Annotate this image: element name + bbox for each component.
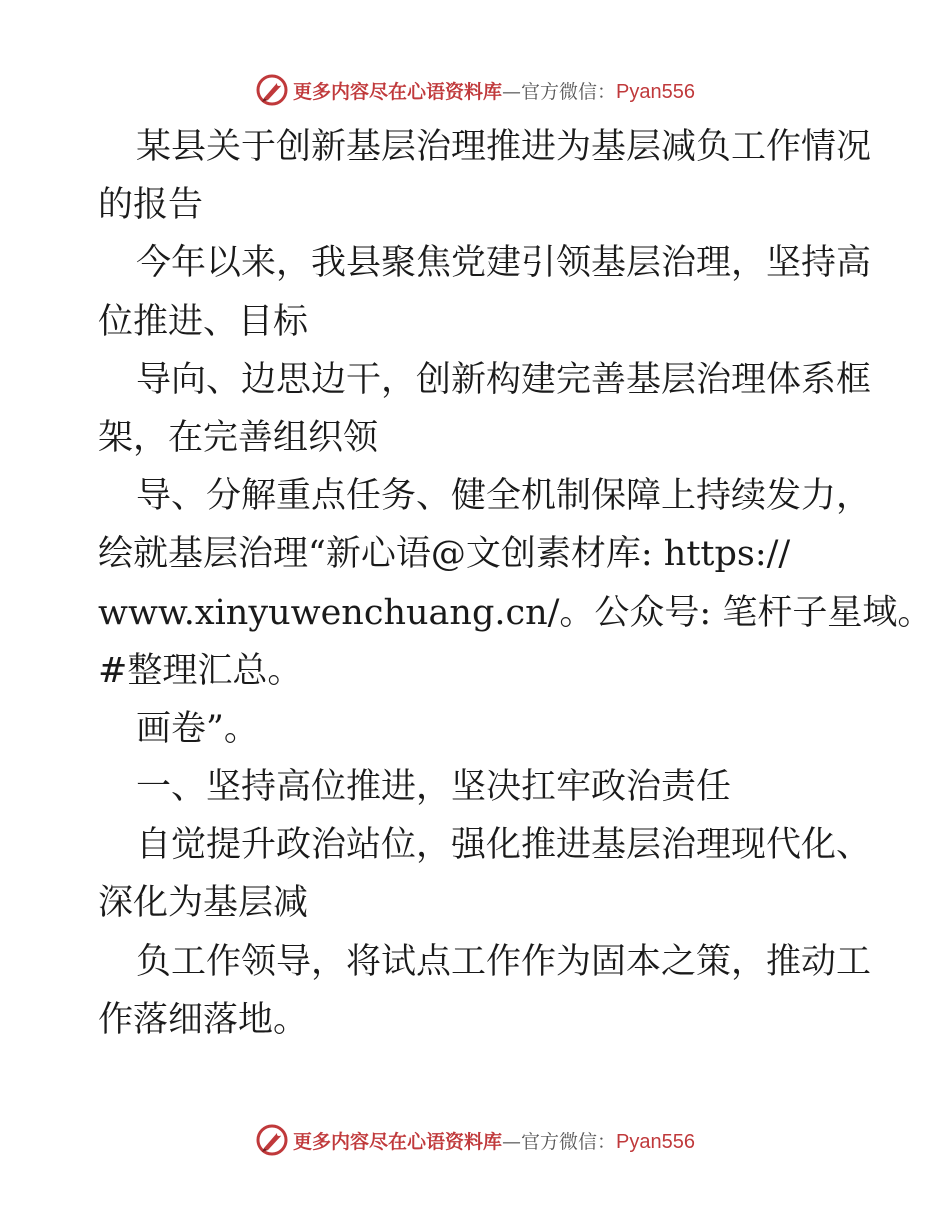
document-line: #整理汇总。 xyxy=(98,650,303,691)
footer-watermark-banner xyxy=(0,1120,950,1160)
document-line: 一、坚持高位推进，坚决扛牢政治责任 xyxy=(136,767,732,808)
banner-text xyxy=(293,1127,695,1154)
document-line: 位推进、目标 xyxy=(98,301,309,342)
document-line: 深化为基层减 xyxy=(98,883,309,924)
document-line: 今年以来，我县聚焦党建引领基层治理，坚持高 xyxy=(136,243,872,284)
document-line: 画卷”。 xyxy=(136,708,259,749)
document-line: 自觉提升政治站位，强化推进基层治理现代化、 xyxy=(136,825,872,866)
document-line: 架，在完善组织领 xyxy=(98,417,379,458)
banner-site-name: 更多内容尽在心语资料库 xyxy=(293,1130,503,1153)
banner-dash: — xyxy=(502,1130,522,1153)
pen-logo-icon xyxy=(255,1123,289,1157)
banner-wechat-label: 官方微信： xyxy=(521,1130,617,1153)
banner-dash: — xyxy=(502,80,522,103)
banner-site-name: 更多内容尽在心语资料库 xyxy=(293,80,503,103)
banner-wechat-id: Pyan556 xyxy=(616,1130,695,1153)
document-line: 负工作领导，将试点工作作为固本之策，推动工 xyxy=(136,941,872,982)
header-watermark-banner xyxy=(0,70,950,110)
document-line: 某县关于创新基层治理推进为基层减负工作情况 xyxy=(136,127,872,167)
pen-logo-icon xyxy=(255,73,289,107)
document-line: 导、分解重点任务、健全机制保障上持续发力， xyxy=(136,476,872,517)
document-line: 作落细落地。 xyxy=(98,999,309,1040)
banner-text xyxy=(293,77,695,104)
document-body xyxy=(98,118,933,1049)
banner-wechat-id: Pyan556 xyxy=(616,80,695,103)
document-line: 导向、边思边干，创新构建完善基层治理体系框 xyxy=(136,359,872,400)
document-line: 的报告 xyxy=(98,185,204,226)
banner-wechat-label: 官方微信： xyxy=(521,80,617,103)
document-line: www.xinyuwenchuang.cn/。公众号: 笔杆子星域。 xyxy=(98,592,933,633)
document-line: 绘就基层治理“新心语@文创素材库: https:// xyxy=(98,534,791,575)
